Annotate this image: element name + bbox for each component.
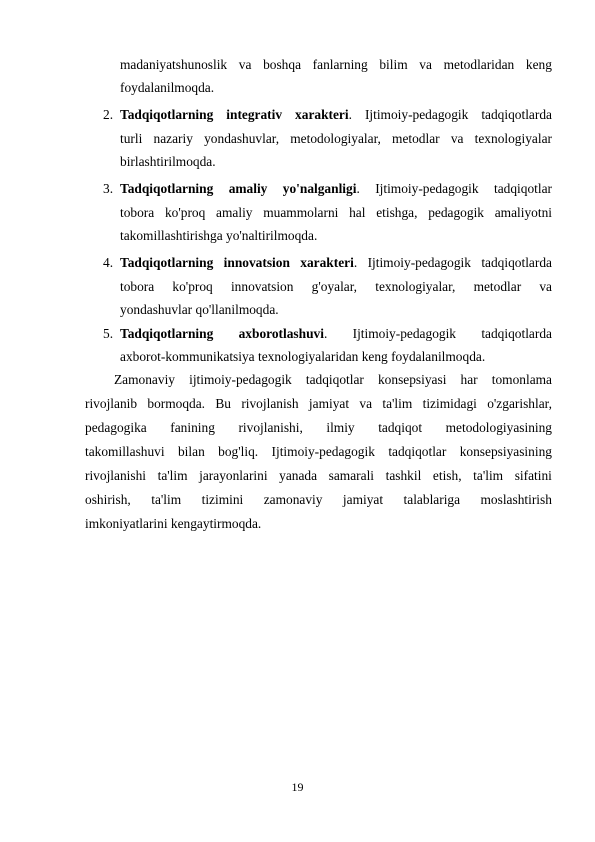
word: g'oyalar, [311, 279, 358, 294]
word: etish, [432, 468, 462, 483]
word: oshirish, [85, 492, 131, 507]
word: tizimidagi [422, 396, 477, 411]
word: Zamonaviy [114, 372, 175, 387]
title-word: Tadqiqotlarning [120, 326, 214, 341]
word: moslashtirish [480, 492, 552, 507]
list-item-2-line-2 [120, 128, 552, 151]
title-word: amaliy [228, 181, 268, 196]
word: turli [120, 131, 143, 146]
word: ta'lim [473, 468, 504, 483]
word: pedagogik [428, 205, 484, 220]
word: metodlar [473, 279, 522, 294]
word: jarayonlarini [199, 468, 268, 483]
list-item-5-line-2-text: axborot-kommunikatsiya texnologiyalaridan keng foydalanilmoqda. [120, 349, 486, 364]
word: ilmiy [326, 420, 355, 435]
paragraph-line-6 [85, 489, 552, 512]
word: jamiyat [342, 492, 384, 507]
list-item-4-line-3-text: yondashuvlar qo'llanilmoqda. [120, 302, 279, 317]
title-word: integrativ [226, 107, 283, 122]
word: va [359, 396, 373, 411]
word: etishga, [376, 205, 418, 220]
word: keng [525, 57, 552, 72]
list-item-5-line-2 [120, 346, 552, 369]
word: tadqiqotlar [493, 181, 552, 196]
item1-continuation-line-1 [120, 54, 552, 77]
word: tizimini [201, 492, 244, 507]
page-number: 19 [291, 780, 304, 794]
word: Ijtimoiy-pedagogik [375, 181, 479, 196]
list-item-3-line-2 [120, 202, 552, 225]
word: madaniyatshunoslik [120, 57, 228, 72]
word: rivojlanib [85, 396, 138, 411]
paragraph-line-7-text: imkoniyatlarini kengaytirmoqda. [85, 516, 262, 531]
title-word-end: yo'nalganligi. [282, 181, 360, 196]
word: Ijtimoiy-pedagogik [352, 326, 456, 341]
list-item-4-line-3 [120, 299, 552, 322]
word: tadqiqotlarda [481, 107, 552, 122]
word: yondashuvlar, [204, 131, 280, 146]
word: tadqiqotlar [305, 372, 364, 387]
word: va [539, 279, 552, 294]
word: tobora [120, 205, 155, 220]
word: amaliyotni [494, 205, 552, 220]
word: metodologiyasining [445, 420, 552, 435]
item1-continuation-text: foydalanilmoqda. [120, 80, 215, 95]
word: tadqiqotlarda [481, 326, 552, 341]
word: metodlaridan [443, 57, 515, 72]
item1-continuation-line-2 [120, 77, 552, 100]
word: sifatini [514, 468, 552, 483]
title-word-end: axborotlashuvi. [238, 326, 328, 341]
list-item-4-first-line [120, 252, 552, 275]
word: takomillashuvi [85, 444, 165, 459]
word: fanlarning [312, 57, 368, 72]
word: rivojlanishi, [238, 420, 303, 435]
word: har [460, 372, 478, 387]
paragraph-line-7 [85, 513, 552, 536]
list-item-number: 2. [103, 107, 114, 122]
word: konsepsiyasining [459, 444, 552, 459]
word: tashkil [385, 468, 422, 483]
word: bormoqda. [147, 396, 206, 411]
paragraph-line-3 [85, 417, 552, 440]
list-item-2-line-3-text: birlashtirilmoqda. [120, 154, 216, 169]
list-item-2-first-line [120, 104, 552, 127]
word: bilim [379, 57, 408, 72]
title-word: innovatsion [223, 255, 290, 270]
word: hal [349, 205, 366, 220]
word: yanada [279, 468, 318, 483]
word: fanining [170, 420, 215, 435]
word: o'zgarishlar, [487, 396, 552, 411]
word: pedagogika [85, 420, 147, 435]
title-word-end: xarakteri. [295, 107, 352, 122]
list-item-5-first-line [120, 323, 552, 346]
word: tomonlama [491, 372, 552, 387]
word: tobora [120, 279, 155, 294]
word: texnologiyalar, [375, 279, 456, 294]
word: metodlar [392, 131, 440, 146]
word: tadqiqotlar [388, 444, 447, 459]
list-item-number: 5. [103, 326, 114, 341]
paragraph-line-4 [85, 441, 552, 464]
list-item-number: 3. [103, 181, 114, 196]
word: bog'liq. [218, 444, 259, 459]
word: ko'proq [164, 205, 206, 220]
list-item-2-line-3 [120, 151, 552, 174]
word: va [450, 131, 464, 146]
word: ta'lim [157, 468, 188, 483]
word: bilan [177, 444, 205, 459]
paragraph-line-1 [114, 369, 552, 392]
word: zamonaviy [263, 492, 323, 507]
word: tadqiqot [378, 420, 423, 435]
word: talablariga [403, 492, 461, 507]
word: texnologiyalar [474, 131, 552, 146]
word: ta'lim [151, 492, 182, 507]
word: tadqiqotlarda [481, 255, 552, 270]
word: metodologiyalar, [290, 131, 381, 146]
word: amaliy [216, 205, 253, 220]
title-word-end: xarakteri. [300, 255, 358, 270]
word: va [238, 57, 252, 72]
word: ta'lim [382, 396, 413, 411]
word: konsepsiyasi [377, 372, 447, 387]
word: muammolarni [263, 205, 339, 220]
word: Bu [215, 396, 231, 411]
title-word: yo'nalganligi [282, 181, 357, 196]
word: jamiyat [308, 396, 350, 411]
title-word: xarakteri [295, 107, 349, 122]
word: Ijtimoiy-pedagogik [271, 444, 375, 459]
paragraph-line-2 [85, 393, 552, 416]
paragraph-line-5 [85, 465, 552, 488]
word: Ijtimoiy-pedagogik [367, 255, 471, 270]
word: ko'proq [172, 279, 213, 294]
list-item-3-line-3-text: takomillashtirishga yo'naltirilmoqda. [120, 228, 318, 243]
list-item-number: 4. [103, 255, 114, 270]
word: Ijtimoiy-pedagogik [364, 107, 469, 122]
title-word: Tadqiqotlarning [120, 181, 214, 196]
title-word: xarakteri [300, 255, 354, 270]
list-item-4-line-2 [120, 276, 552, 299]
word: ijtimoiy-pedagogik [189, 372, 292, 387]
title-word: Tadqiqotlarning [120, 107, 214, 122]
list-item-3-line-3 [120, 225, 552, 248]
word: boshqa [263, 57, 302, 72]
title-word: axborotlashuvi [238, 326, 324, 341]
word: rivojlanishi [85, 468, 146, 483]
word: samarali [328, 468, 375, 483]
list-item-3-first-line [120, 178, 552, 201]
word: innovatsion [230, 279, 294, 294]
word: nazariy [153, 131, 193, 146]
title-word: Tadqiqotlarning [120, 255, 214, 270]
word: va [419, 57, 432, 72]
word: rivojlanish [241, 396, 299, 411]
